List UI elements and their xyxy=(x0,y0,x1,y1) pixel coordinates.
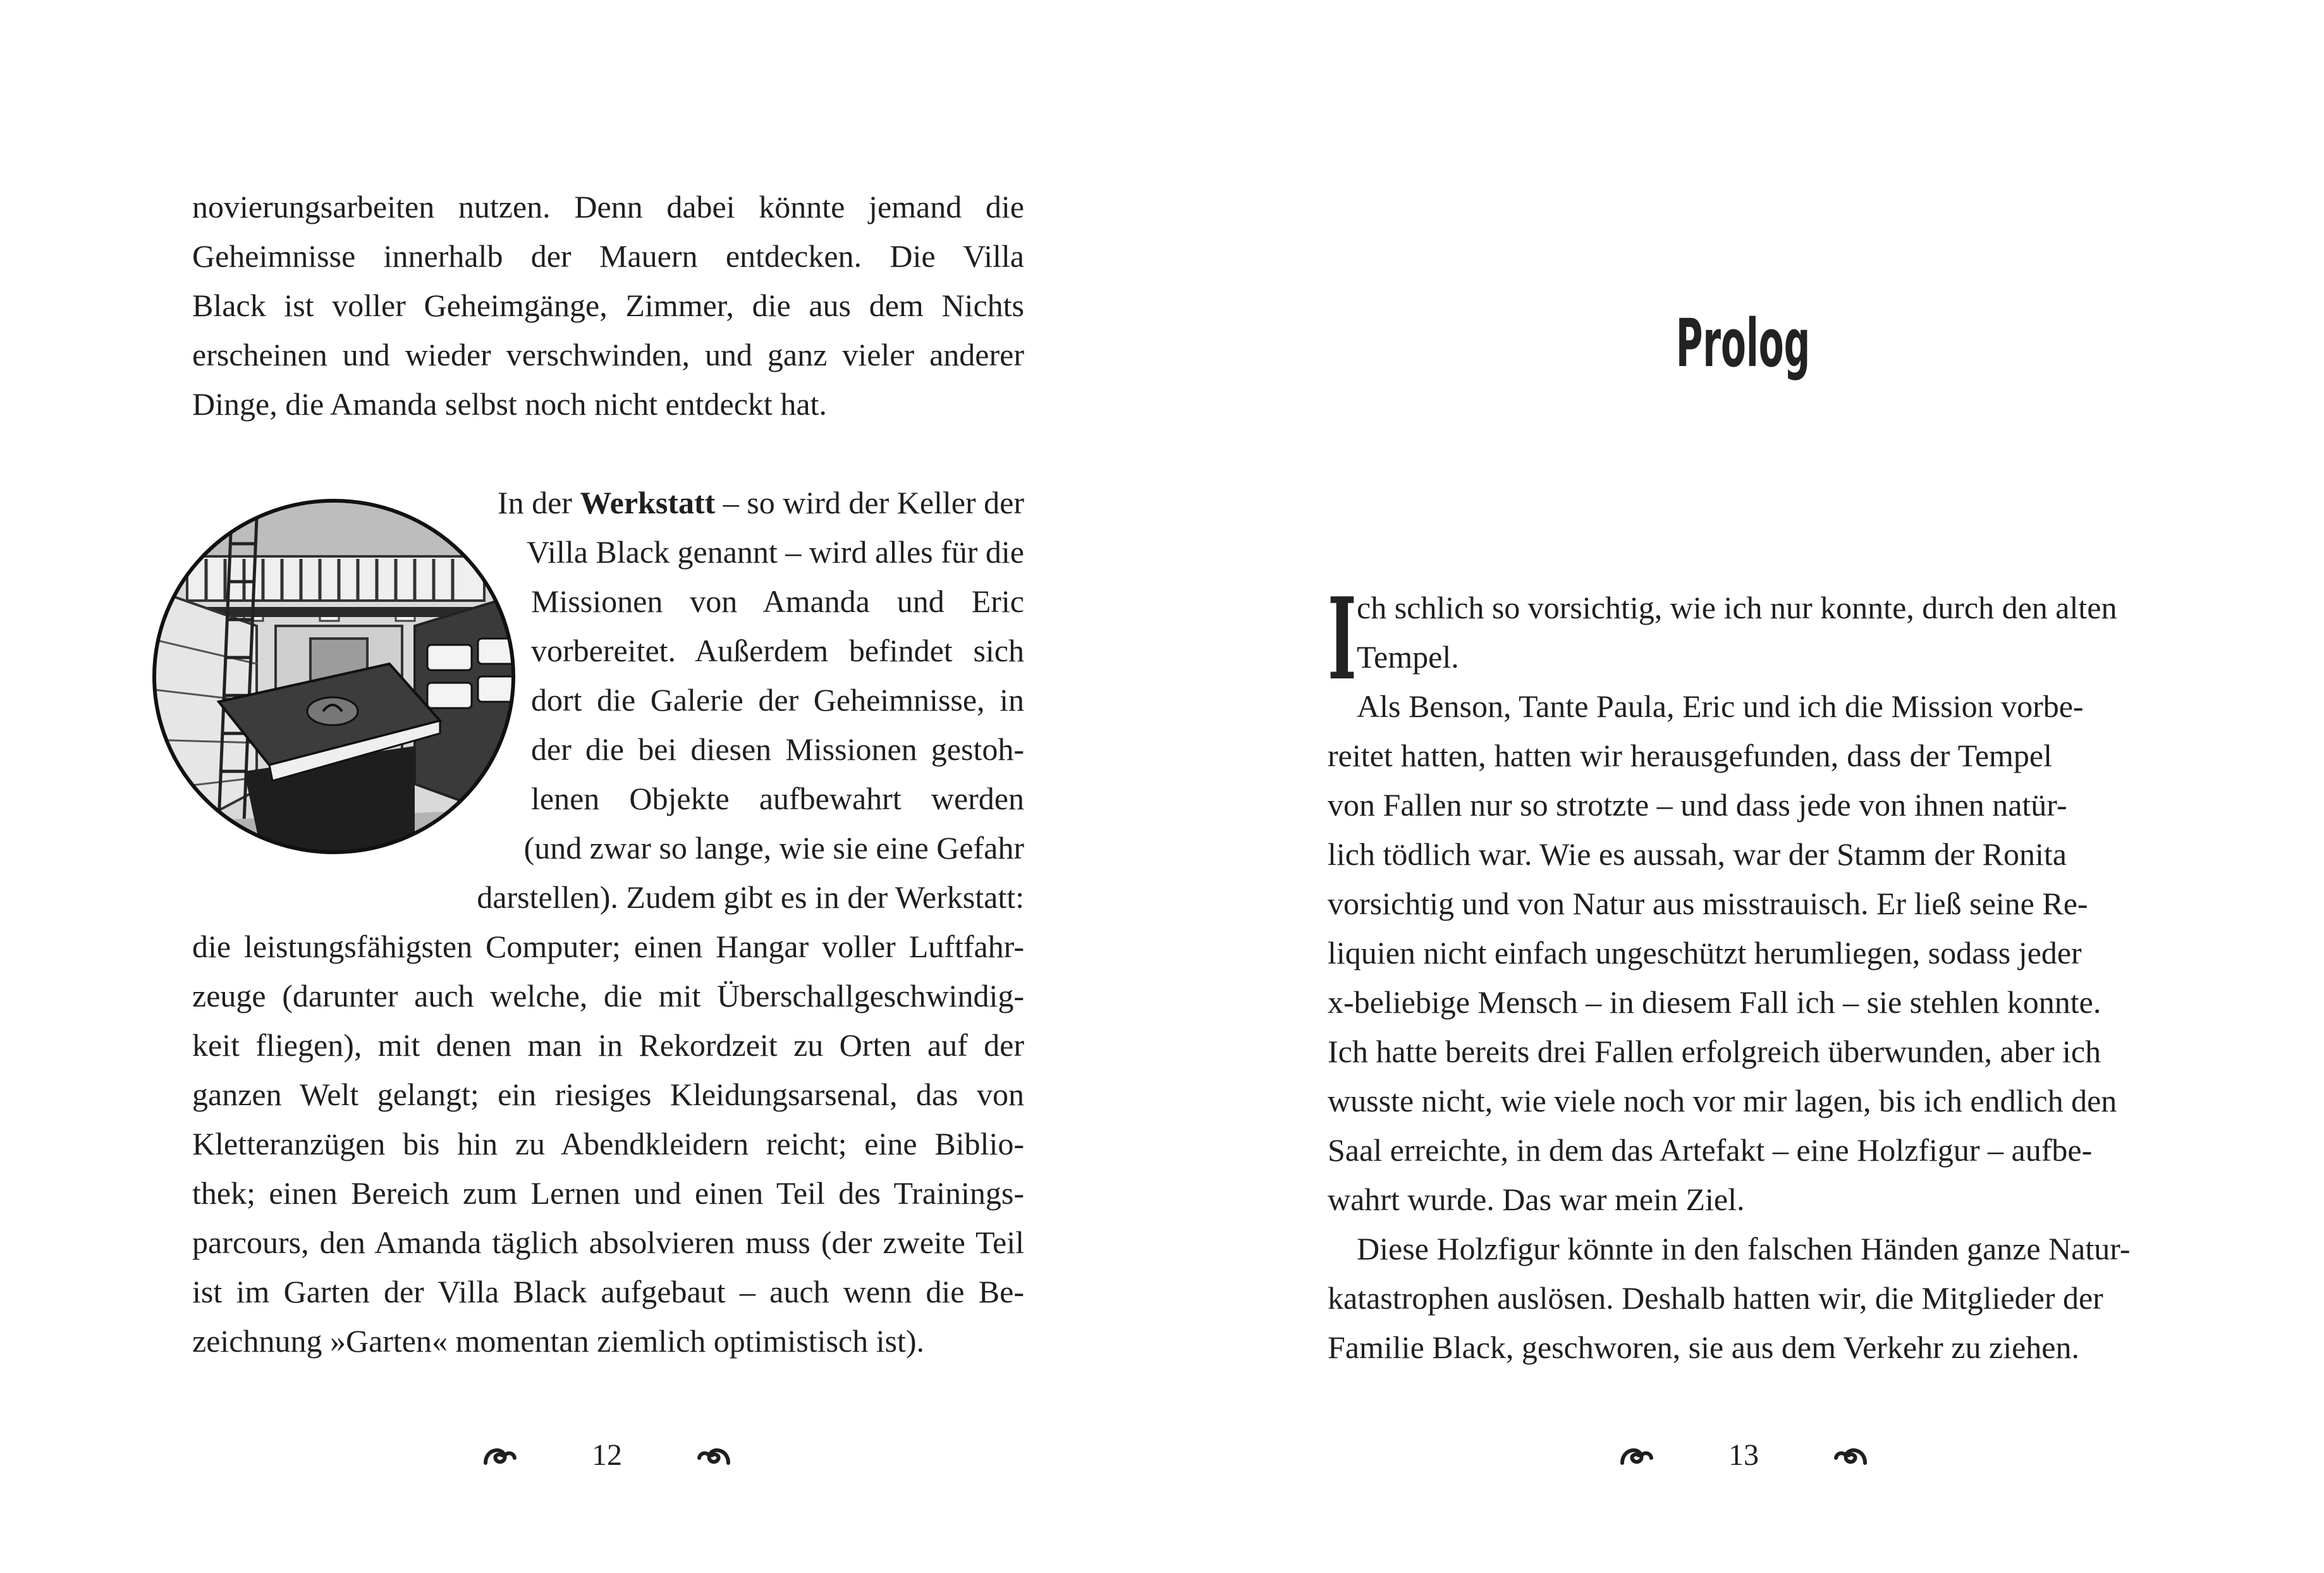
text-line: lenen Objekte aufbewahrt werden xyxy=(531,781,1024,816)
text-line: reitet hatten, hatten wir herausgefunden, dass der Tempel xyxy=(1328,738,2052,773)
text-line: wusste nicht, wie viele noch vor mir lagen, bis ich endlich den xyxy=(1328,1083,2117,1118)
text-line: der die bei diesen Missionen gestoh- xyxy=(531,731,1024,767)
text-line: ganzen Welt gelangt; ein riesiges Kleidungsarsenal, das von xyxy=(192,1077,1024,1112)
text-line: lich tödlich war. Wie es aussah, war der Stamm der Ronita xyxy=(1328,836,2067,872)
page-footer xyxy=(1617,1430,1870,1481)
text-line: Black ist voller Geheimgänge, Zimmer, die aus dem Nichts xyxy=(192,288,1024,323)
text-line-werkstatt: In der Werkstatt – so wird der Keller der xyxy=(497,485,1024,520)
text-line: thek; einen Bereich zum Lernen und einen Teil des Trainings- xyxy=(192,1175,1024,1211)
page-footer xyxy=(480,1430,733,1481)
text-line: Als Benson, Tante Paula, Eric und ich die Mission vorbe- xyxy=(1357,689,2084,724)
text-line: novierungsarbeiten nutzen. Denn dabei könnte jemand die xyxy=(192,189,1024,224)
text-line: vorsichtig und von Natur aus misstrauisch. Er ließ seine Re- xyxy=(1328,886,2088,921)
text-line: Saal erreichte, in dem das Artefakt – eine Holzfigur – aufbe- xyxy=(1328,1132,2093,1168)
chapter-title: Prolog xyxy=(1675,305,1811,382)
text-line: Missionen von Amanda und Eric xyxy=(531,584,1024,619)
text-line: Villa Black genannt – wird alles für die xyxy=(526,534,1024,570)
right-page xyxy=(1162,0,2324,1573)
text-line: Familie Black, geschworen, sie aus dem Verkehr zu ziehen. xyxy=(1328,1330,2079,1365)
text-line: Ich hatte bereits drei Fallen erfolgreich überwunden, aber ich xyxy=(1328,1034,2101,1069)
text-line: vorbereitet. Außerdem befindet sich xyxy=(531,633,1024,668)
text-line: x-beliebige Mensch – in diesem Fall ich – sie stehlen konnte. xyxy=(1328,984,2101,1020)
text-line: (und zwar so lange, wie sie eine Gefahr xyxy=(523,830,1024,866)
page-number: 13 xyxy=(1728,1438,1759,1472)
drop-cap: I xyxy=(1328,573,1357,705)
text-line: parcours, den Amanda täglich absolvieren muss (der zweite Teil xyxy=(192,1225,1024,1260)
text-line: zeichnung »Garten« momentan ziemlich optimistisch ist). xyxy=(192,1323,925,1359)
text-line: ist im Garten der Villa Black aufgebaut – auch wenn die Be- xyxy=(192,1274,1024,1309)
werkstatt-bold-term: Werkstatt xyxy=(580,485,716,520)
text-line: Geheimnisse innerhalb der Mauern entdecken. Die Villa xyxy=(192,238,1024,274)
text-line: keit fliegen), mit denen man in Rekordzeit zu Orten auf der xyxy=(192,1027,1024,1063)
text-line: erscheinen und wieder verschwinden, und ganz vieler anderer xyxy=(192,337,1024,372)
text-line: katastrophen auslösen. Deshalb hatten wir, die Mitglieder der xyxy=(1328,1280,2103,1316)
workshop-vault-illustration xyxy=(149,493,519,860)
page-number: 12 xyxy=(592,1438,622,1472)
text-line: Dinge, die Amanda selbst noch nicht entdeckt hat. xyxy=(192,386,827,422)
text-line: ch schlich so vorsichtig, wie ich nur konnte, durch den alten xyxy=(1357,590,2117,625)
swirl-ornament-right-icon xyxy=(695,1436,733,1474)
text-line: Kletteranzügen bis hin zu Abendkleidern reicht; eine Biblio- xyxy=(192,1126,1024,1161)
text-line: liquien nicht einfach ungeschützt herumliegen, sodass jeder xyxy=(1328,935,2082,970)
text-line: dort die Galerie der Geheimnisse, in xyxy=(531,682,1024,718)
text-line: darstellen). Zudem gibt es in der Werkstatt: xyxy=(477,879,1024,915)
swirl-ornament-left-icon xyxy=(480,1436,518,1474)
text-line: von Fallen nur so strotzte – und dass jede von ihnen natür- xyxy=(1328,787,2067,823)
text-line: wahrt wurde. Das war mein Ziel. xyxy=(1328,1182,1745,1217)
text-line: Diese Holzfigur könnte in den falschen Händen ganze Natur- xyxy=(1357,1231,2131,1266)
swirl-ornament-right-icon xyxy=(1832,1436,1870,1474)
text-line: zeuge (darunter auch welche, die mit Überschallgeschwindig- xyxy=(192,978,1024,1013)
text-line: die leistungsfähigsten Computer; einen Hangar voller Luftfahr- xyxy=(192,929,1024,964)
text-line: Tempel. xyxy=(1357,639,1459,675)
swirl-ornament-left-icon xyxy=(1617,1436,1655,1474)
